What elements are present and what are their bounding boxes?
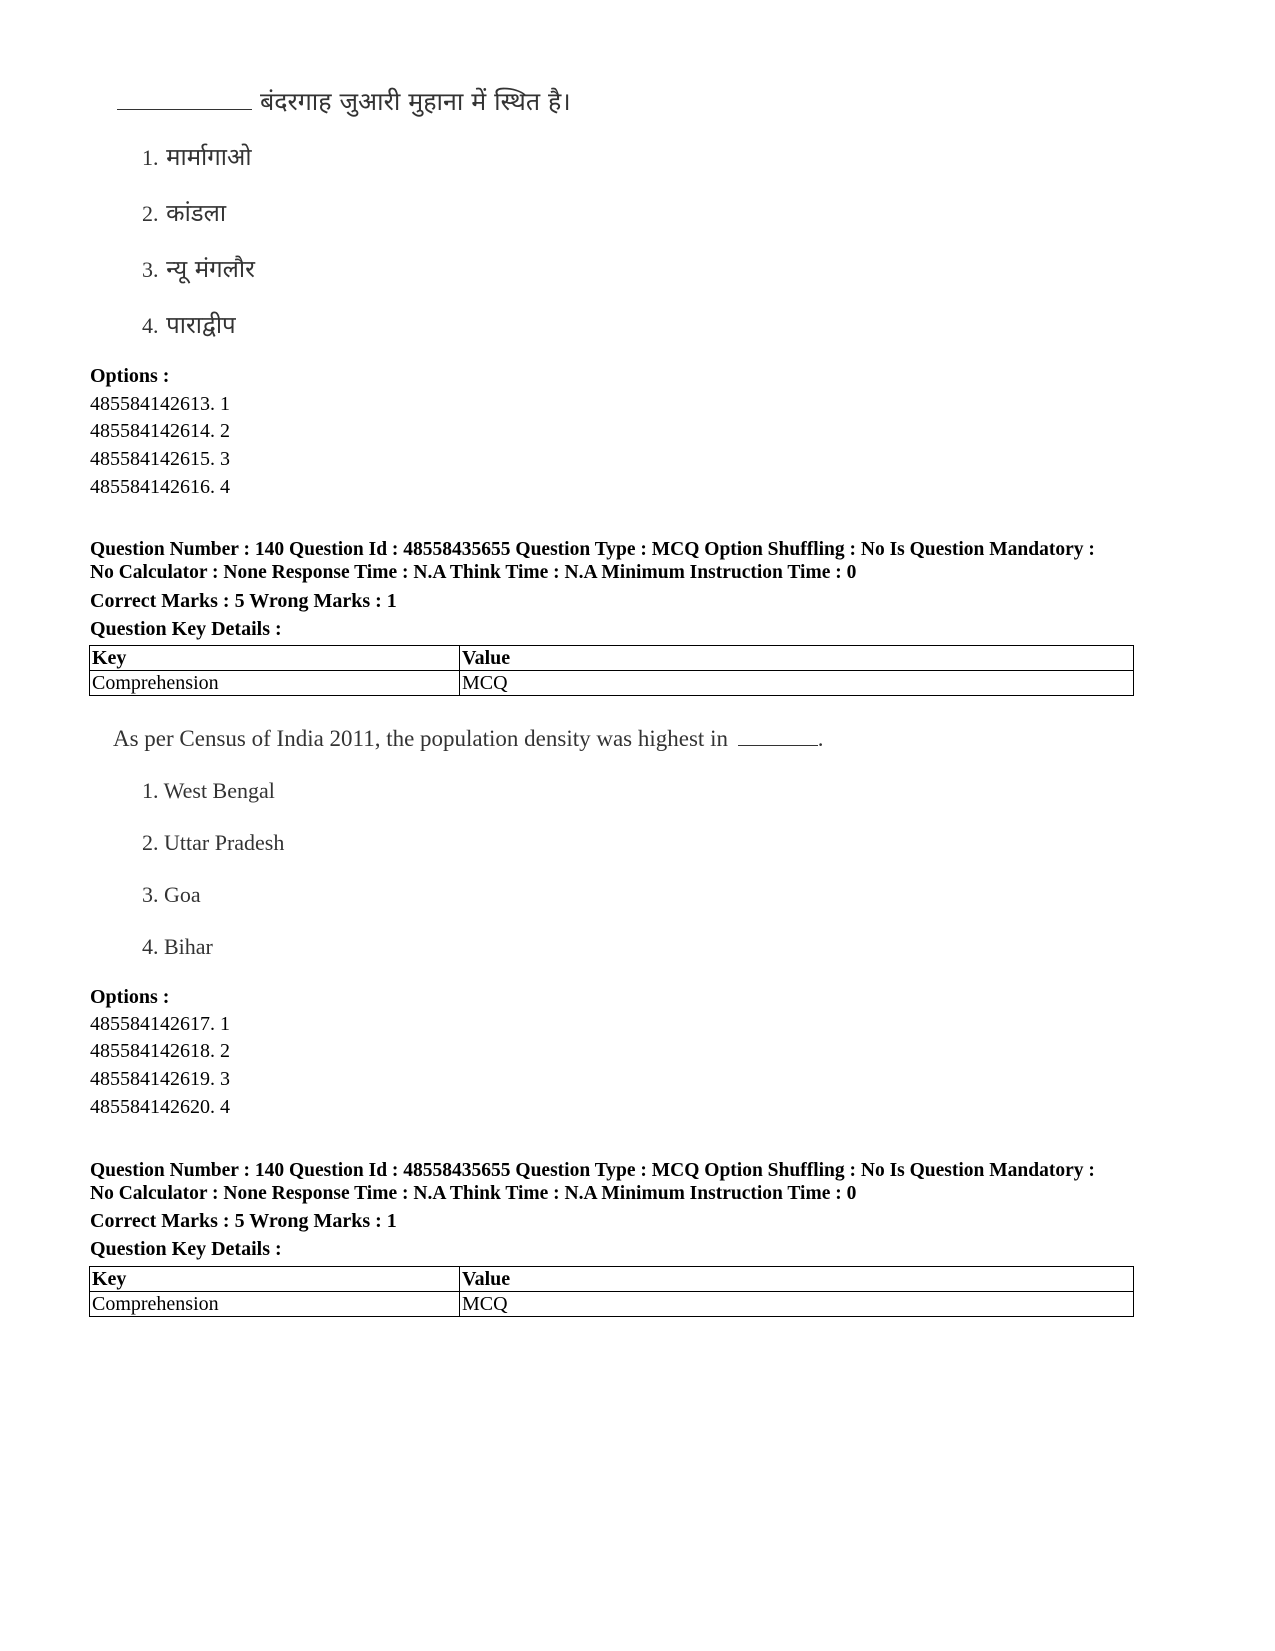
options-label: Options : — [90, 986, 170, 1008]
question-a-choice-2 — [142, 196, 226, 229]
option-line: 485584142615. 3 — [90, 448, 230, 470]
options-label: Options : — [90, 365, 170, 387]
blank-line — [738, 745, 818, 746]
table-cell-value: MCQ — [460, 671, 1134, 696]
choice-number: 1. — [142, 145, 159, 170]
table-header-key: Key — [90, 1267, 460, 1292]
stem-period: . — [817, 726, 824, 751]
option-line: 485584142616. 4 — [90, 476, 230, 498]
marks-line: Correct Marks : 5 Wrong Marks : 1 — [90, 1210, 397, 1232]
metadata-line-1: Question Number : 140 Question Id : 48558435655 Question Type : MCQ Option Shuffling : No Is Question Mandatory : — [90, 1160, 1095, 1181]
choice-text: Goa — [164, 882, 201, 907]
table-cell-key: Comprehension — [90, 671, 460, 696]
blank-line — [117, 109, 252, 110]
choice-number: 1. — [142, 778, 159, 803]
table-header-value: Value — [460, 1267, 1134, 1292]
option-line: 485584142613. 1 — [90, 393, 230, 415]
table-header-row — [90, 1267, 1134, 1292]
choice-text: न्यू मंगलौर — [166, 255, 255, 283]
table-header-value: Value — [460, 646, 1134, 671]
option-line: 485584142617. 1 — [90, 1013, 230, 1035]
choice-text: कांडला — [166, 199, 227, 227]
key-details-label: Question Key Details : — [90, 618, 282, 640]
question-b-stem-text: As per Census of India 2011, the population density was highest in — [113, 726, 728, 751]
choice-number: 2. — [142, 201, 159, 226]
table-row — [90, 671, 1134, 696]
metadata-line-2: No Calculator : None Response Time : N.A Think Time : N.A Minimum Instruction Time : 0 — [90, 1183, 857, 1204]
option-line: 485584142619. 3 — [90, 1068, 230, 1090]
metadata-line-2: No Calculator : None Response Time : N.A Think Time : N.A Minimum Instruction Time : 0 — [90, 562, 857, 583]
table-header-key: Key — [90, 646, 460, 671]
question-a-choice-3 — [142, 252, 255, 285]
question-b-metadata — [90, 538, 1170, 584]
metadata-line-1: Question Number : 140 Question Id : 48558435655 Question Type : MCQ Option Shuffling : No Is Question Mandatory : — [90, 539, 1095, 560]
choice-number: 3. — [142, 882, 159, 907]
choice-text: West Bengal — [163, 778, 275, 803]
choice-number: 3. — [142, 257, 159, 282]
choice-text: Bihar — [164, 934, 213, 959]
question-a-stem — [117, 84, 571, 118]
choice-text: Uttar Pradesh — [164, 830, 285, 855]
option-line: 485584142614. 2 — [90, 420, 230, 442]
question-b-choice-3 — [142, 882, 201, 908]
table-row — [90, 1292, 1134, 1317]
question-a-choice-4 — [142, 308, 236, 341]
question-b-choice-2 — [142, 830, 284, 856]
key-details-label: Question Key Details : — [90, 1238, 282, 1260]
question-b-choice-4 — [142, 934, 213, 960]
choice-number: 4. — [142, 934, 159, 959]
option-line: 485584142618. 2 — [90, 1040, 230, 1062]
choice-number: 4. — [142, 313, 159, 338]
option-line: 485584142620. 4 — [90, 1096, 230, 1118]
table-cell-key: Comprehension — [90, 1292, 460, 1317]
question-a-stem-text: बंदरगाह जुआरी मुहाना में स्थित है। — [259, 87, 571, 116]
key-details-table — [89, 645, 1134, 696]
question-b-choice-1 — [142, 778, 275, 804]
choice-number: 2. — [142, 830, 159, 855]
choice-text: मार्मागाओ — [166, 143, 252, 171]
table-header-row — [90, 646, 1134, 671]
question-b-stem — [113, 726, 823, 752]
key-details-table — [89, 1266, 1134, 1317]
question-a-choice-1 — [142, 140, 252, 173]
choice-text: पाराद्वीप — [166, 311, 236, 339]
table-cell-value: MCQ — [460, 1292, 1134, 1317]
marks-line: Correct Marks : 5 Wrong Marks : 1 — [90, 590, 397, 612]
question-c-metadata — [90, 1159, 1170, 1205]
